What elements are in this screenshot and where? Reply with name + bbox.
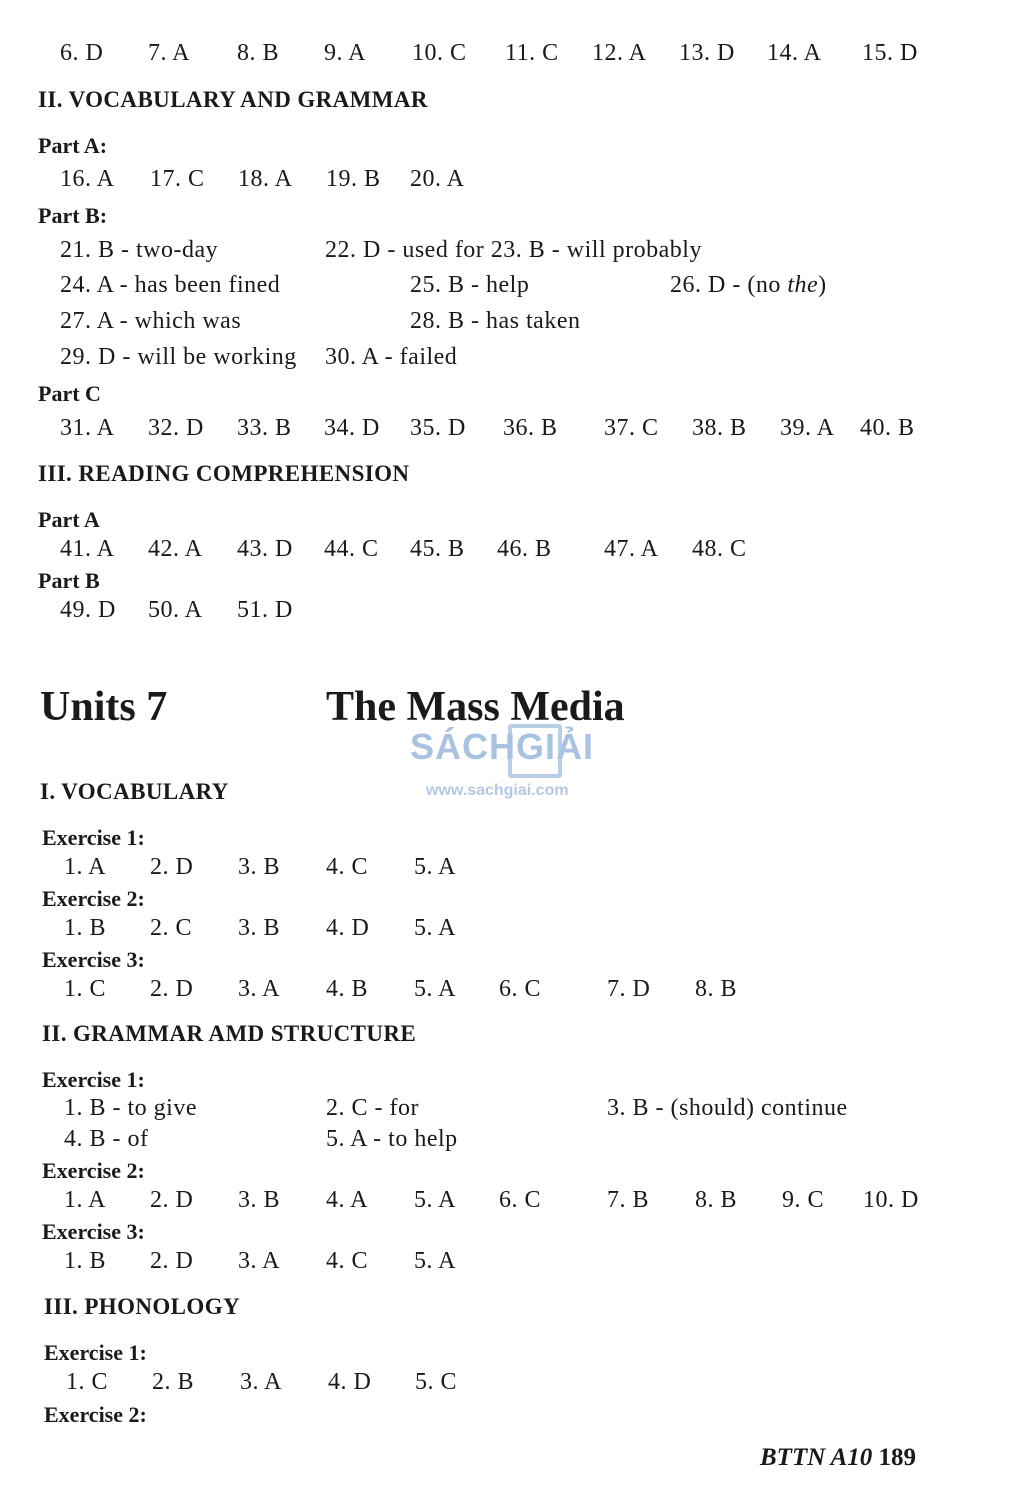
vocab-ex2-answer-1: 1. B — [64, 915, 107, 941]
vocab-ex3-answer-8: 8. B — [695, 976, 738, 1002]
answer-26-prefix: 26. D - (no — [670, 272, 788, 298]
answer-24: 24. A - has been fined — [60, 272, 281, 298]
grammar-ex1-answer-3: 3. B - (should) continue — [607, 1095, 848, 1121]
vocab-ex1-answer-2: 2. D — [150, 854, 194, 880]
answer-48: 48. C — [692, 536, 747, 562]
part-a-label: Part A: — [38, 133, 108, 158]
watermark-url: www.sachgiai.com — [426, 782, 569, 799]
answer-50: 50. A — [148, 597, 203, 623]
answer-27: 27. A - which was — [60, 308, 242, 334]
answer-36: 36. B — [503, 415, 558, 441]
vocab-ex1-answer-5: 5. A — [414, 854, 457, 880]
phonology-exercise-2-label: Exercise 2: — [44, 1402, 147, 1427]
answer-15: 15. D — [862, 40, 918, 66]
vocab-ex3-answer-5: 5. A — [414, 976, 457, 1002]
answer-19: 19. B — [326, 166, 381, 192]
page-footer — [760, 1444, 916, 1472]
answer-33: 33. B — [237, 415, 292, 441]
grammar-ex1-answer-5: 5. A - to help — [326, 1126, 458, 1152]
answer-34: 34. D — [324, 415, 380, 441]
part-b-row-1 — [0, 237, 1024, 267]
grammar-ex3-answer-5: 5. A — [414, 1248, 457, 1274]
unit-grammar-heading: II. GRAMMAR AMD STRUCTURE — [42, 1021, 417, 1046]
grammar-ex3-answer-2: 2. D — [150, 1248, 194, 1274]
vocab-ex2-answer-5: 5. A — [414, 915, 457, 941]
answer-42: 42. A — [148, 536, 203, 562]
answer-13: 13. D — [679, 40, 735, 66]
grammar-exercise-3-answers — [0, 1248, 1024, 1278]
answer-26-suffix: ) — [818, 272, 827, 298]
page-number: 189 — [878, 1444, 917, 1471]
answer-16: 16. A — [60, 166, 115, 192]
vocab-ex3-answer-3: 3. A — [238, 976, 281, 1002]
answer-30: 30. A - failed — [325, 344, 458, 370]
unit-number: Units 7 — [40, 684, 168, 730]
grammar-exercise-3-label: Exercise 3: — [42, 1219, 145, 1244]
book-code: BTTN A10 — [760, 1444, 873, 1471]
unit-vocab-heading: I. VOCABULARY — [40, 779, 229, 804]
reading-part-b-label: Part B — [38, 568, 100, 593]
reading-part-a-answers — [0, 536, 1024, 566]
vocab-exercise-1-label: Exercise 1: — [42, 825, 145, 850]
vocab-ex1-answer-3: 3. B — [238, 854, 281, 880]
answer-49: 49. D — [60, 597, 116, 623]
phonology-ex1-answer-4: 4. D — [328, 1369, 372, 1395]
answer-25: 25. B - help — [410, 272, 530, 298]
answer-17: 17. C — [150, 166, 205, 192]
grammar-exercise-1-row-1 — [0, 1095, 1024, 1125]
part-b-row-2 — [0, 272, 1024, 302]
grammar-ex3-answer-1: 1. B — [64, 1248, 107, 1274]
answer-41: 41. A — [60, 536, 115, 562]
answer-6: 6. D — [60, 40, 104, 66]
vocab-exercise-3-label: Exercise 3: — [42, 947, 145, 972]
vocab-ex3-answer-7: 7. D — [607, 976, 651, 1002]
phonology-ex1-answer-5: 5. C — [415, 1369, 458, 1395]
answer-40: 40. B — [860, 415, 915, 441]
answer-row-6-15 — [0, 40, 1024, 70]
grammar-ex1-answer-2: 2. C - for — [326, 1095, 419, 1121]
answer-28: 28. B - has taken — [410, 308, 581, 334]
vocab-ex1-answer-1: 1. A — [64, 854, 107, 880]
grammar-ex3-answer-3: 3. A — [238, 1248, 281, 1274]
answer-51: 51. D — [237, 597, 293, 623]
grammar-exercise-2-answers — [0, 1187, 1024, 1217]
answer-35: 35. D — [410, 415, 466, 441]
answer-47: 47. A — [604, 536, 659, 562]
unit-title: The Mass Media — [326, 684, 625, 730]
phonology-exercise-1-label: Exercise 1: — [44, 1340, 147, 1365]
grammar-ex3-answer-4: 4. C — [326, 1248, 369, 1274]
vocab-ex3-answer-2: 2. D — [150, 976, 194, 1002]
grammar-ex1-answer-1: 1. B - to give — [64, 1095, 197, 1121]
vocab-ex1-answer-4: 4. C — [326, 854, 369, 880]
grammar-ex2-answer-1: 1. A — [64, 1187, 107, 1213]
answer-31: 31. A — [60, 415, 115, 441]
part-c-label: Part C — [38, 381, 101, 406]
part-b-row-4 — [0, 344, 1024, 374]
answer-43: 43. D — [237, 536, 293, 562]
grammar-exercise-1-label: Exercise 1: — [42, 1067, 145, 1092]
vocab-ex3-answer-6: 6. C — [499, 976, 542, 1002]
reading-part-a-label: Part A — [38, 507, 100, 532]
grammar-ex2-answer-6: 6. C — [499, 1187, 542, 1213]
phonology-ex1-answer-1: 1. C — [66, 1369, 109, 1395]
answer-46: 46. B — [497, 536, 552, 562]
grammar-ex2-answer-8: 8. B — [695, 1187, 738, 1213]
phonology-exercise-1-answers — [0, 1369, 1024, 1399]
phonology-ex1-answer-2: 2. B — [152, 1369, 195, 1395]
answer-8: 8. B — [237, 40, 280, 66]
grammar-exercise-1-row-2 — [0, 1126, 1024, 1156]
answer-9: 9. A — [324, 40, 367, 66]
answer-21: 21. B - two-day — [60, 237, 219, 263]
part-b-label: Part B: — [38, 203, 108, 228]
watermark-brand: SÁCHGIẢI — [410, 726, 595, 767]
answer-45: 45. B — [410, 536, 465, 562]
part-b-row-3 — [0, 308, 1024, 338]
answer-12: 12. A — [592, 40, 647, 66]
vocab-ex3-answer-1: 1. C — [64, 976, 107, 1002]
answer-26 — [670, 272, 827, 299]
reading-part-b-answers — [0, 597, 1024, 627]
answer-10: 10. C — [412, 40, 467, 66]
answer-32: 32. D — [148, 415, 204, 441]
part-c-answers — [0, 415, 1024, 445]
answer-37: 37. C — [604, 415, 659, 441]
answer-26-article: the — [787, 272, 819, 298]
vocab-ex2-answer-2: 2. C — [150, 915, 193, 941]
vocab-ex2-answer-3: 3. B — [238, 915, 281, 941]
answer-29: 29. D - will be working — [60, 344, 297, 370]
grammar-ex2-answer-5: 5. A — [414, 1187, 457, 1213]
answer-22-23: 22. D - used for 23. B - will probably — [325, 237, 702, 263]
grammar-ex2-answer-7: 7. B — [607, 1187, 650, 1213]
answer-38: 38. B — [692, 415, 747, 441]
answer-11: 11. C — [505, 40, 559, 66]
grammar-exercise-2-label: Exercise 2: — [42, 1158, 145, 1183]
answer-14: 14. A — [767, 40, 822, 66]
grammar-ex2-answer-4: 4. A — [326, 1187, 369, 1213]
section-heading-reading: III. READING COMPREHENSION — [38, 461, 410, 486]
grammar-ex2-answer-10: 10. D — [863, 1187, 919, 1213]
answer-7: 7. A — [148, 40, 191, 66]
unit-phonology-heading: III. PHONOLOGY — [44, 1294, 241, 1319]
phonology-ex1-answer-3: 3. A — [240, 1369, 283, 1395]
vocab-exercise-2-answers — [0, 915, 1024, 945]
answer-44: 44. C — [324, 536, 379, 562]
vocab-exercise-1-answers — [0, 854, 1024, 884]
vocab-ex2-answer-4: 4. D — [326, 915, 370, 941]
vocab-exercise-3-answers — [0, 976, 1024, 1006]
grammar-ex1-answer-4: 4. B - of — [64, 1126, 149, 1152]
part-a-answers — [0, 166, 1024, 196]
answer-20: 20. A — [410, 166, 465, 192]
answer-18: 18. A — [238, 166, 293, 192]
grammar-ex2-answer-2: 2. D — [150, 1187, 194, 1213]
grammar-ex2-answer-3: 3. B — [238, 1187, 281, 1213]
section-heading-vocabulary-grammar: II. VOCABULARY AND GRAMMAR — [38, 87, 428, 112]
vocab-exercise-2-label: Exercise 2: — [42, 886, 145, 911]
answer-39: 39. A — [780, 415, 835, 441]
watermark — [410, 724, 620, 814]
grammar-ex2-answer-9: 9. C — [782, 1187, 825, 1213]
vocab-ex3-answer-4: 4. B — [326, 976, 369, 1002]
